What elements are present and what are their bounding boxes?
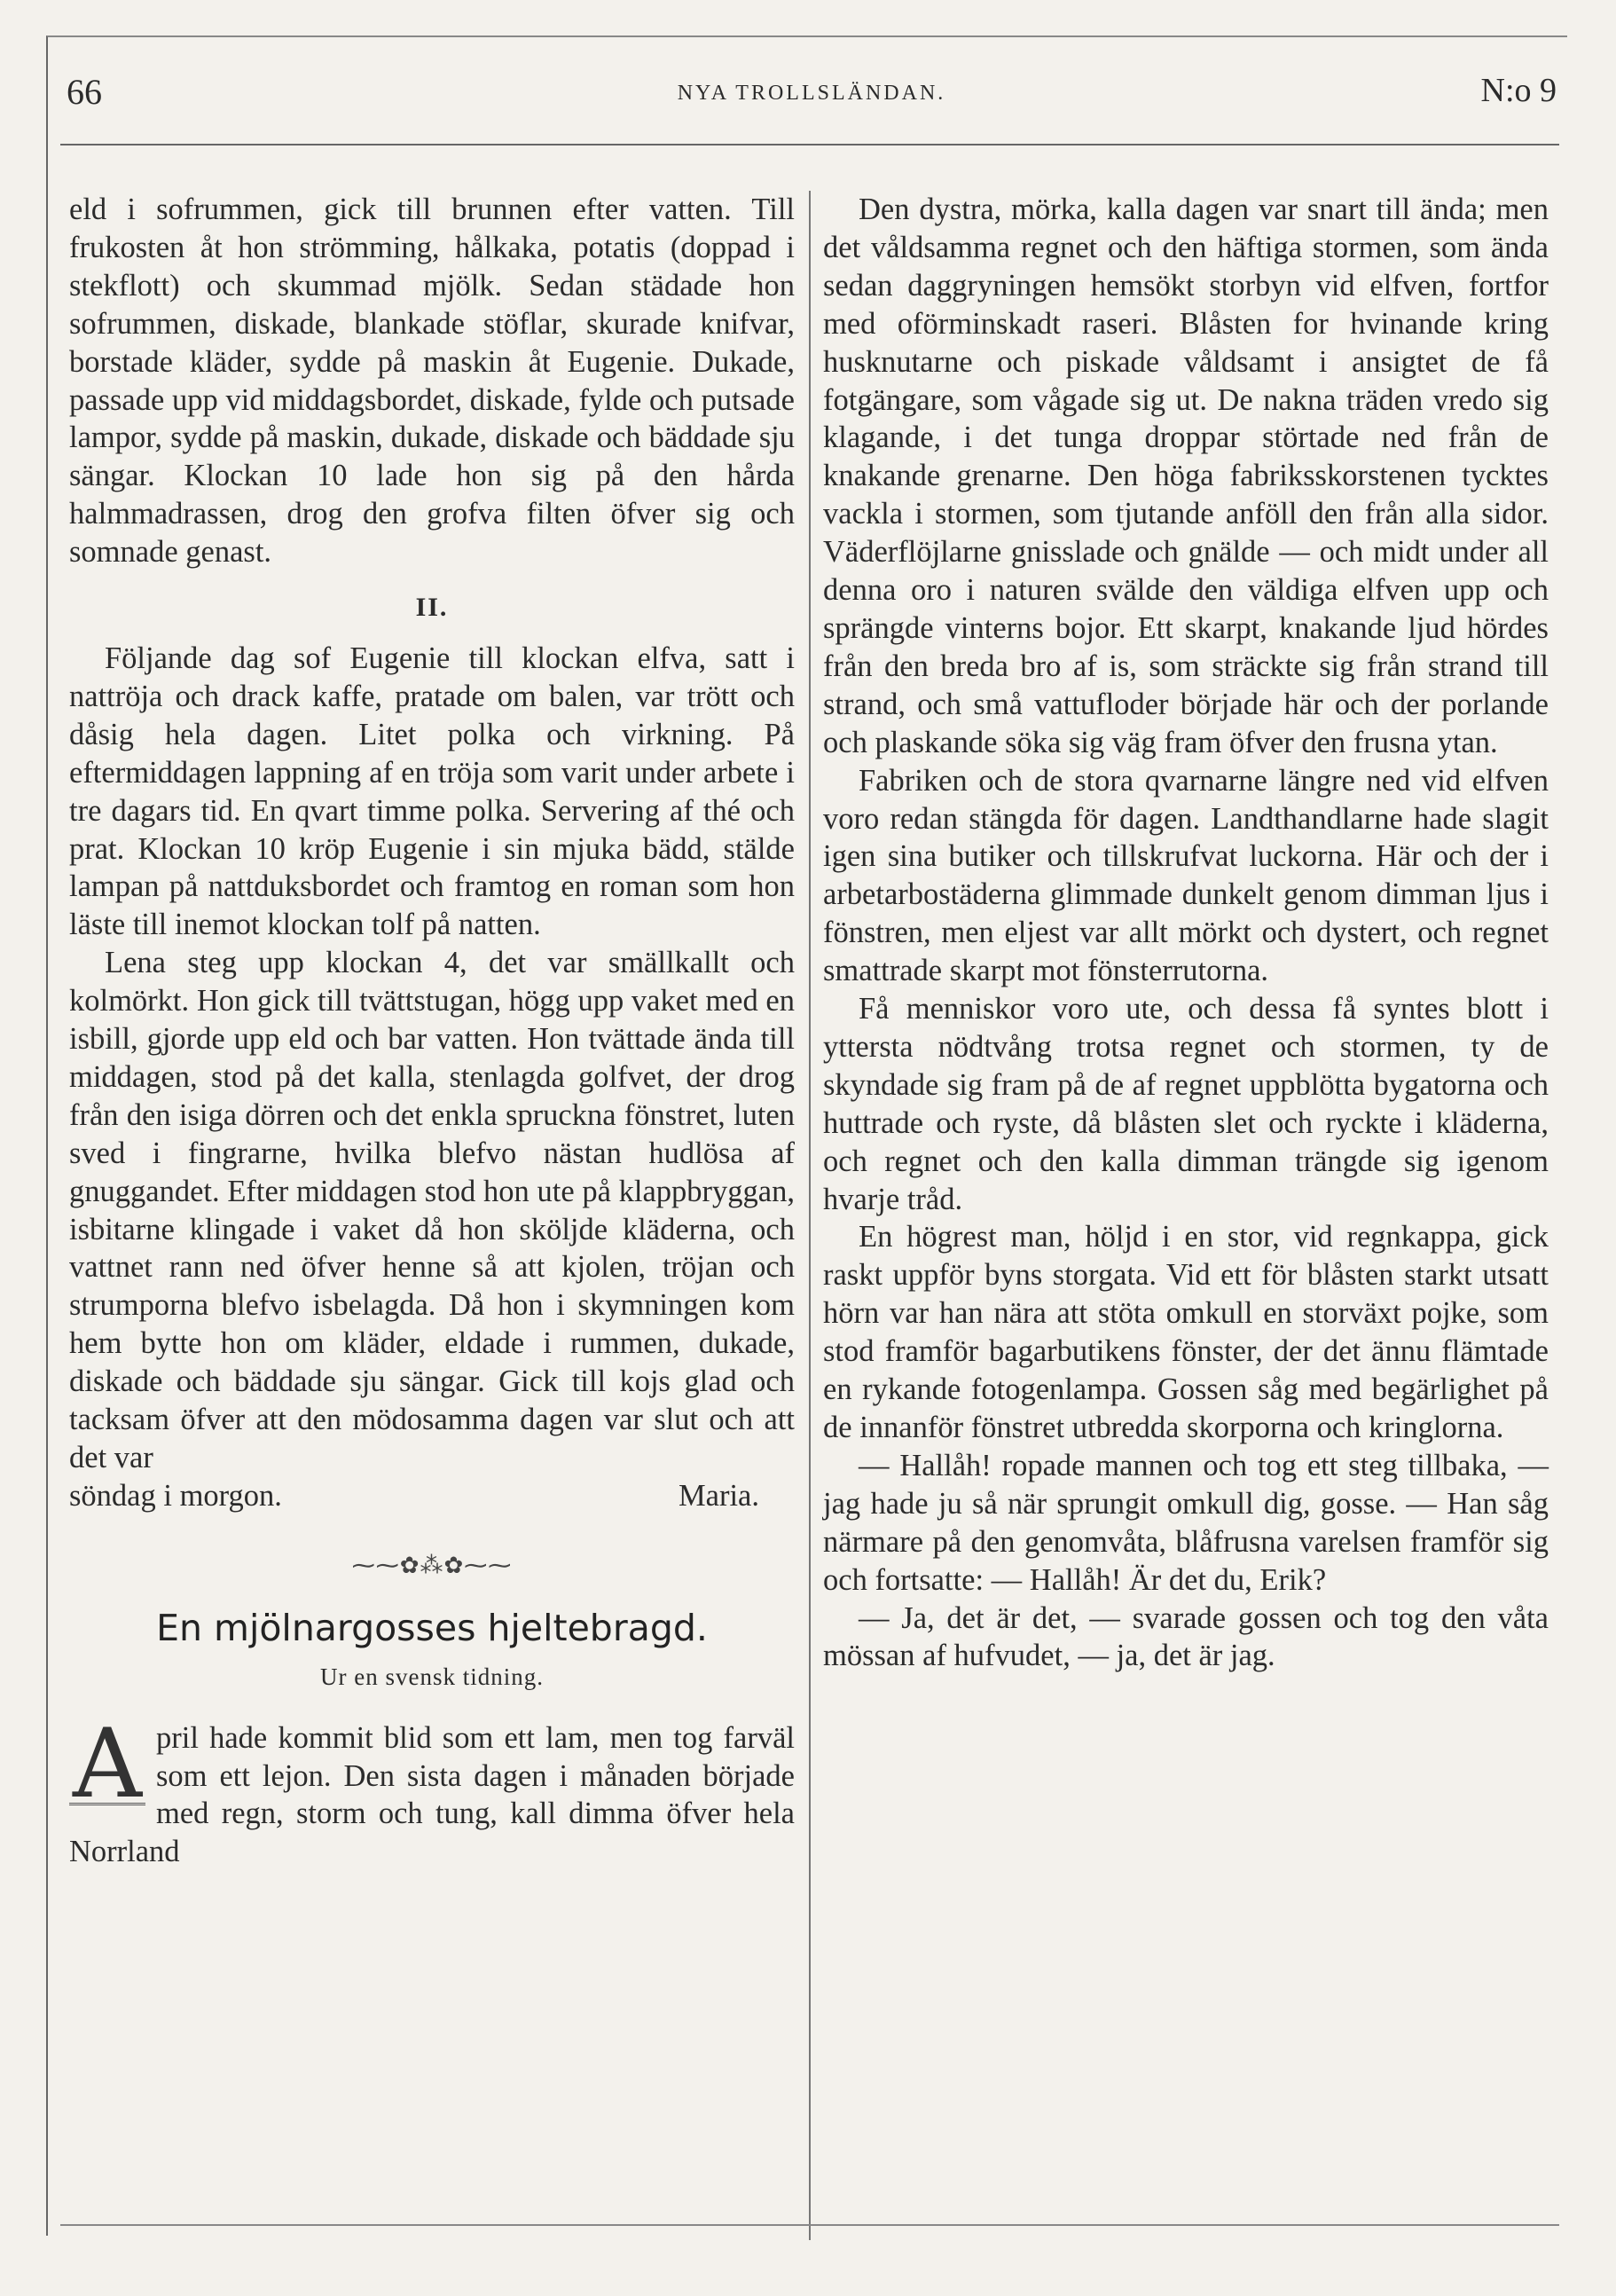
paragraph: eld i sofrummen, gick till brunnen efter vatten. Till frukosten åt hon strömming, hålkaka, potatis (doppad i stekflott) och skummad mjölk. Sedan städade hon sofrummen, diskade, blankade stöflar, skurade knifvar, borstade kläder, sydde på maskin åt Eugenie. Dukade, passade upp vid middagsbordet, diskade, fylde och putsade lampor, sydde på maskin, dukade, diskade och bäddade sju sängar. Klockan 10 lade hon sig på den hårda halmmadrassen, drog den grofva filten öfver sig och somnade genast. xyxy=(69,193,795,570)
paragraph: pril hade kommit blid som ett lam, men tog farväl som ett lejon. Den sista dagen i månaden började med regn, storm och tung, kall dimma öfver hela Norrland xyxy=(69,1720,795,1869)
paragraph: Följande dag sof Eugenie till klockan elfva, satt i nattröja och drack kaffe, pratade om balen, var trött och dåsig hela dagen. Litet polka och virkning. På eftermiddagen lappning af en tröja som varit under arbete i tre dagars tid. En qvart timme polka. Servering af thé och prat. Klockan 10 kröp Eugenie i sin mjuka bädd, stälde lampan på nattduksbordet och framtog en roman som hon läste till inemot klockan tolf på natten. xyxy=(69,641,795,942)
author-signature: Maria. xyxy=(678,1478,759,1513)
right-column xyxy=(823,191,1549,1675)
paragraph: — Hallåh! ropade mannen och tog ett steg tillbaka, — jag hade ju så när sprungit omkull dig, gosse. — Han såg närmare på den genomvåta, blåfrusna varelsen framför sig och fortsatte: — Hallåh! Är det du, Erik? xyxy=(823,1448,1549,1597)
periodical-title: NYA TROLLSLÄNDAN. xyxy=(677,82,946,105)
page-number: 66 xyxy=(67,72,102,112)
article-title: En mjölnargosses hjeltebragd. xyxy=(156,1606,708,1649)
section-number: II. xyxy=(415,593,449,623)
bottom-rule xyxy=(60,2224,1559,2226)
paragraph-end: söndag i morgon. xyxy=(69,1478,282,1513)
signature-line xyxy=(69,1477,795,1515)
column-divider xyxy=(809,191,811,2240)
drop-cap: A xyxy=(69,1726,145,1805)
article-subtitle: Ur en svensk tidning. xyxy=(320,1663,544,1690)
paragraph: Fabriken och de stora qvarnarne längre ned vid elfven voro redan stängda för dagen. Landthandlarne hade slagit igen sina butiker och tillskrufvat luckorna. Här och der i arbetarbostäderna glimmade dunkelt genom dimman ljus i fönstren, men eljest var allt mörkt och dystert, och regnet smattrade skarpt mot fönsterrutorna. xyxy=(823,763,1549,988)
paragraph: Lena steg upp klockan 4, det var smällkallt och kolmörkt. Hon gick till tvättstugan, högg upp vaket med en isbill, gjorde upp eld och bar vatten. Hon tvättade ända till middagen, stod på det kalla, stenlagda golfvet, der drog från den isiga dörren och det enkla spruckna fönstret, luten sved i fingrarne, hvilka blefvo nästan hudlösa af gnuggandet. Efter middagen stod hon ute på klappbryggan, isbitarne klingade i vaket då hon sköljde kläderna, och vattnet rann ned öfver henne så att kjolen, tröjan och strumporna blefvo isbelagda. Då hon i skymningen kom hem bytte hon om kläder, eldade i rummen, dukade, diskade och bäddade sju sängar. Gick till kojs glad och tacksam öfver att den mödosamma dagen var slut och att det var xyxy=(69,946,795,1474)
article-opening xyxy=(69,1708,795,1872)
left-column xyxy=(69,191,795,1871)
paragraph: En högrest man, höljd i en stor, vid regnkappa, gick raskt uppför byns storgata. Vid ett för blåsten starkt utsatt hörn var han nära att stöta omkull en storväxt pojke, som stod framför bagarbutikens fönster, der det ännu flämtade en rykande fotogenlampa. Gossen såg med begärlighet på de innanför fönstret utbredda skorporna och kringlorna. xyxy=(823,1220,1549,1444)
page-header xyxy=(67,71,1557,115)
issue-number: N:o 9 xyxy=(1480,72,1557,109)
paragraph: Få menniskor voro ute, och dessa få syntes blott i yttersta nödtvång trotsa regnet och stormen, ty de skyndade sig fram på de af regnet uppblötta bygatorna och huttrade och ryste, då blåsten slet och ryckte i kläderna, och regnet och den kalla dimman trängde sig igenom hvarje tråd. xyxy=(823,992,1549,1216)
ornament-divider: ⁓⁓✿⁂✿⁓⁓ xyxy=(351,1552,513,1578)
paragraph: — Ja, det är det, — svarade gossen och tog den våta mössan af hufvudet, — ja, det är jag. xyxy=(823,1600,1549,1673)
paragraph: Den dystra, mörka, kalla dagen var snart till ända; men det våldsamma regnet och den häftiga stormen, som ända sedan daggryningen hemsökt storbyn vid elfven, fortfor med oförminskadt raseri. Blåsten for hvinande kring husknutarne och piskade våldsamt i ansigtet de få fotgängare, som vågade sig ut. De nakna träden vredo sig klagande, i det tunga droppar störtade ned från de knakande grenarne. Den höga fabriksskorstenen tycktes vackla i stormen, som tjutande anföll den från alla sidor. Väderflöjlarne gnisslade och gnälde — och midt under all denna oro i naturen svälde den väldiga elfven upp och sprängde vinterns bojor. Ett skarpt, knakande ljud hördes från den breda bro af is, som sträckte sig från strand till strand, och små vattufloder började här och der porlande och plaskande söka sig väg fram öfver den frusna ytan. xyxy=(823,193,1549,759)
header-rule xyxy=(60,144,1559,145)
